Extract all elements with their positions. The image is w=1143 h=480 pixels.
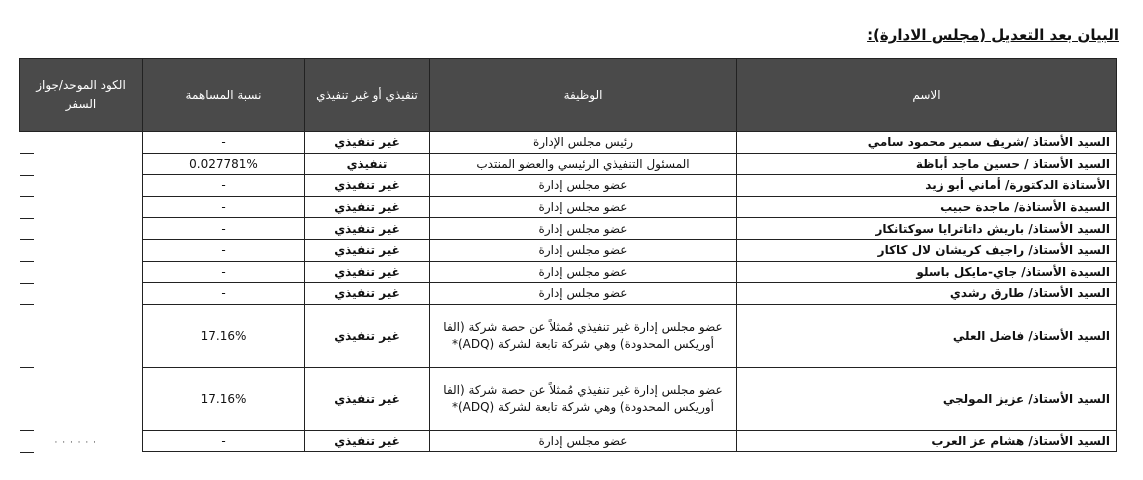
member-exec-cell: غير تنفيذي	[305, 175, 430, 197]
member-id-cell	[20, 430, 143, 452]
member-name-cell: السيد الأستاذ /شريف سمير محمود سامي	[737, 132, 1117, 154]
member-share-cell: 17.16%	[143, 304, 305, 367]
member-exec-cell: غير تنفيذي	[305, 218, 430, 240]
member-share-cell: -	[143, 196, 305, 218]
member-exec-cell: غير تنفيذي	[305, 196, 430, 218]
member-share-cell: -	[143, 261, 305, 283]
member-share-cell: 17.16%	[143, 367, 305, 430]
member-share-cell: -	[143, 283, 305, 305]
member-role-cell: عضو مجلس إدارة	[430, 196, 737, 218]
member-exec-cell: غير تنفيذي	[305, 430, 430, 452]
member-share-cell: -	[143, 132, 305, 154]
member-name-cell: السيد الأستاذ/ فاضل العلي	[737, 304, 1117, 367]
member-role-cell: عضو مجلس إدارة	[430, 261, 737, 283]
member-role-cell: عضو مجلس إدارة	[430, 283, 737, 305]
member-name-cell: السيد الأستاذ / حسين ماجد أباظة	[737, 153, 1117, 175]
member-role-cell: عضو مجلس إدارة غير تنفيذي مُمثلاً عن حصة شركة (الفا أوريكس المحدودة) وهي شركة تابعة لشركة (ADQ)*	[430, 367, 737, 430]
member-id-cell	[20, 283, 143, 305]
header-exec: تنفيذي أو غير تنفيذي	[305, 59, 430, 132]
member-role-cell: عضو مجلس إدارة غير تنفيذي مُمثلاً عن حصة شركة (الفا أوريكس المحدودة) وهي شركة تابعة لشركة (ADQ)*	[430, 304, 737, 367]
member-id-cell	[20, 261, 143, 283]
member-exec-cell: تنفيذي	[305, 153, 430, 175]
member-share-cell: -	[143, 175, 305, 197]
member-role-cell: عضو مجلس إدارة	[430, 175, 737, 197]
member-id-cell	[20, 304, 143, 367]
table-row	[20, 218, 1117, 240]
member-name-cell: السيد الأستاذ/ راجيف كريشان لال كاكار	[737, 239, 1117, 261]
member-exec-cell: غير تنفيذي	[305, 239, 430, 261]
member-name-cell: السيد الأستاذ/ عزيز المولجي	[737, 367, 1117, 430]
table-row	[20, 283, 1117, 305]
member-exec-cell: غير تنفيذي	[305, 261, 430, 283]
board-members-table	[19, 58, 1117, 452]
member-share-cell: -	[143, 239, 305, 261]
table-row	[20, 196, 1117, 218]
table-row	[20, 153, 1117, 175]
header-name: الاسم	[737, 59, 1117, 132]
redacted-mark: · · · · · ·	[54, 437, 97, 448]
table-row	[20, 175, 1117, 197]
row-divider-tick	[20, 452, 34, 453]
member-id-cell	[20, 175, 143, 197]
member-share-cell: -	[143, 430, 305, 452]
document-title: البيان بعد التعديل (مجلس الادارة):	[867, 26, 1119, 44]
member-id-cell	[20, 153, 143, 175]
member-share-cell: -	[143, 218, 305, 240]
member-name-cell: السيد الأستاذ/ باريش داتاترايا سوكتانكار	[737, 218, 1117, 240]
table-header-row	[20, 59, 1117, 132]
member-exec-cell: غير تنفيذي	[305, 283, 430, 305]
member-id-cell	[20, 132, 143, 154]
table-row	[20, 261, 1117, 283]
table-row	[20, 367, 1117, 430]
member-name-cell: الأستاذة الدكتورة/ أماني أبو زيد	[737, 175, 1117, 197]
member-id-cell	[20, 218, 143, 240]
member-role-cell: عضو مجلس إدارة	[430, 218, 737, 240]
table-row	[20, 132, 1117, 154]
member-exec-cell: غير تنفيذي	[305, 367, 430, 430]
member-role-cell: رئيس مجلس الإدارة	[430, 132, 737, 154]
table-row	[20, 430, 1117, 452]
member-id-cell	[20, 239, 143, 261]
member-exec-cell: غير تنفيذي	[305, 304, 430, 367]
header-role: الوظيفة	[430, 59, 737, 132]
member-exec-cell: غير تنفيذي	[305, 132, 430, 154]
member-name-cell: السيدة الأستاذ/ جاي-مايكل باسلو	[737, 261, 1117, 283]
header-share: نسبة المساهمة	[143, 59, 305, 132]
member-role-cell: المسئول التنفيذي الرئيسي والعضو المنتدب	[430, 153, 737, 175]
member-name-cell: السيدة الأستاذة/ ماجدة حبيب	[737, 196, 1117, 218]
header-id: الكود الموحد/جواز السفر	[20, 59, 143, 132]
member-role-cell: عضو مجلس إدارة	[430, 430, 737, 452]
table-body	[20, 132, 1117, 452]
member-role-cell: عضو مجلس إدارة	[430, 239, 737, 261]
member-id-cell	[20, 367, 143, 430]
table-row	[20, 239, 1117, 261]
table-row	[20, 304, 1117, 367]
member-share-cell: 0.027781%	[143, 153, 305, 175]
member-id-cell	[20, 196, 143, 218]
member-name-cell: السيد الأستاذ/ هشام عز العرب	[737, 430, 1117, 452]
member-name-cell: السيد الأستاذ/ طارق رشدي	[737, 283, 1117, 305]
